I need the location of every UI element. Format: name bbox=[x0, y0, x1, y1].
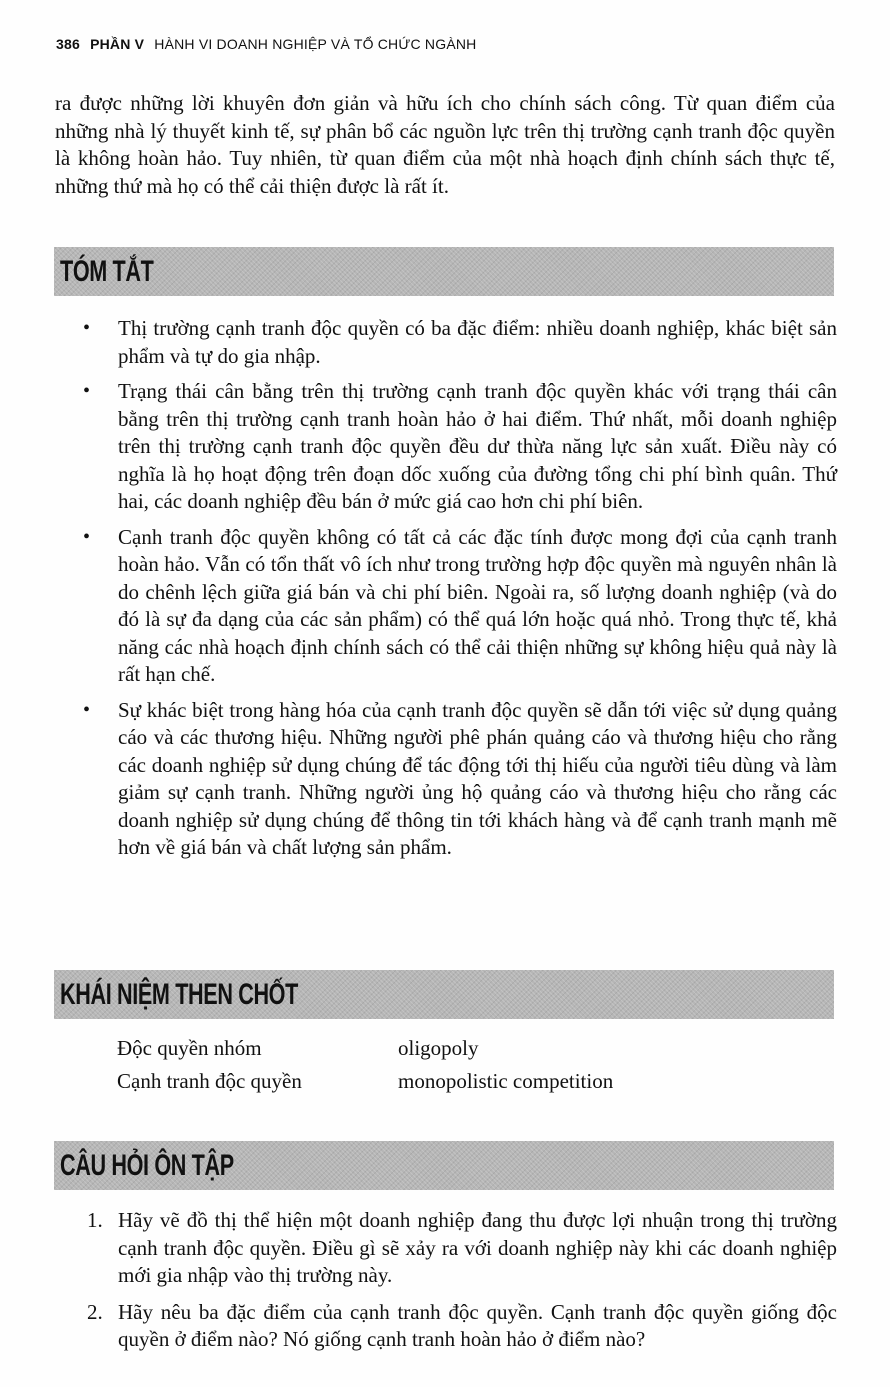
part-label: PHẦN V bbox=[90, 36, 145, 52]
key-concepts-list bbox=[117, 1035, 717, 1101]
question-text: Hãy nêu ba đặc điểm của cạnh tranh độc quyền. Cạnh tranh độc quyền giống độc quyền ở điểm nào? Nó giống cạnh tranh hoàn hảo ở điểm nào? bbox=[118, 1299, 837, 1351]
term-vietnamese: Cạnh tranh độc quyền bbox=[117, 1069, 302, 1093]
running-header bbox=[56, 36, 476, 52]
key-concepts-heading-bar bbox=[54, 970, 834, 1019]
bullet-icon: • bbox=[83, 698, 91, 721]
bullet-icon: • bbox=[83, 525, 91, 548]
summary-list bbox=[82, 315, 837, 870]
term-english: monopolistic competition bbox=[398, 1069, 614, 1093]
part-title: HÀNH VI DOANH NGHIỆP VÀ TỔ CHỨC NGÀNH bbox=[154, 36, 477, 52]
summary-item-text: Cạnh tranh độc quyền không có tất cả các đặc tính được mong đợi của cạnh tranh hoàn hảo. Vẫn có tổn thất vô ích như trong trường hợp độc quyền mà nguyên nhân là do chênh lệch giữa giá bán và chi phí biên. Ngoài ra, số lượng doanh nghiệp (và do đó là sự đa dạng của các sản phẩm) có thể quá lớn hoặc quá nhỏ. Trong thực tế, khả năng các nhà hoạch định chính sách có thể cải thiện những sự không hiệu quả này là rất hạn chế. bbox=[118, 524, 837, 686]
summary-item bbox=[82, 378, 837, 516]
summary-item-text: Thị trường cạnh tranh độc quyền có ba đặc điểm: nhiều doanh nghiệp, khác biệt sản phẩm và tự do gia nhập. bbox=[118, 316, 837, 368]
term-row bbox=[117, 1068, 717, 1101]
question-number: 2. bbox=[87, 1299, 103, 1324]
term-vietnamese: Độc quyền nhóm bbox=[117, 1036, 262, 1060]
question-text: Hãy vẽ đồ thị thể hiện một doanh nghiệp đang thu được lợi nhuận trong thị trường cạnh tranh độc quyền. Điều gì sẽ xảy ra với doanh nghiệp này khi các doanh nghiệp mới gia nhập vào thị trường này. bbox=[118, 1208, 837, 1287]
bullet-icon: • bbox=[83, 380, 91, 402]
bullet-icon: • bbox=[83, 317, 91, 339]
summary-item-text: Trạng thái cân bằng trên thị trường cạnh tranh độc quyền khác với trạng thái cân bằng trên thị trường cạnh tranh hoàn hảo ở hai điểm. Thứ nhất, mỗi doanh nghiệp trên thị trường cạnh tranh độc quyền đều dư thừa năng lực sản xuất. Điều này có nghĩa là họ hoạt động trên đoạn dốc xuống của đường tổng chi phí bình quân. Thứ hai, các doanh nghiệp đều bán ở mức giá cao hơn chi phí biên. bbox=[118, 379, 837, 513]
summary-heading-bar bbox=[54, 247, 834, 296]
summary-heading: TÓM TẮT bbox=[60, 255, 154, 288]
term-english: oligopoly bbox=[398, 1036, 479, 1060]
summary-item bbox=[82, 315, 837, 370]
review-questions-heading-bar bbox=[54, 1141, 834, 1190]
review-questions-list bbox=[87, 1207, 837, 1363]
question-number: 1. bbox=[87, 1208, 103, 1232]
summary-item bbox=[82, 697, 837, 862]
summary-item-text: Sự khác biệt trong hàng hóa của cạnh tranh độc quyền sẽ dẫn tới việc sử dụng quảng cáo và các thương hiệu. Những người phê phán quảng cáo và thương hiệu cho rằng các doanh nghiệp sử dụng chúng để tác động tới thị hiếu của người tiêu dùng và làm giảm sự cạnh tranh. Những người ủng hộ quảng cáo và thương hiệu cho rằng các doanh nghiệp sử dụng chúng để thông tin tới khách hàng và để cạnh tranh mạnh mẽ hơn về giá bán và chất lượng sản phẩm. bbox=[118, 697, 837, 859]
question-item bbox=[87, 1207, 837, 1290]
page-number: 386 bbox=[56, 36, 80, 52]
key-concepts-heading: KHÁI NIỆM THEN CHỐT bbox=[60, 978, 298, 1011]
review-questions-heading: CÂU HỎI ÔN TẬP bbox=[60, 1149, 234, 1182]
summary-item bbox=[82, 524, 837, 689]
term-row bbox=[117, 1035, 717, 1068]
question-item bbox=[87, 1299, 837, 1354]
intro-paragraph: ra được những lời khuyên đơn giản và hữu ích cho chính sách công. Từ quan điểm của những nhà lý thuyết kinh tế, sự phân bổ các nguồn lực trên thị trường cạnh tranh độc quyền là không hoàn hảo. Tuy nhiên, từ quan điểm của một nhà hoạch định chính sách thực tế, những thứ mà họ có thể cải thiện được là rất ít. bbox=[55, 91, 835, 198]
